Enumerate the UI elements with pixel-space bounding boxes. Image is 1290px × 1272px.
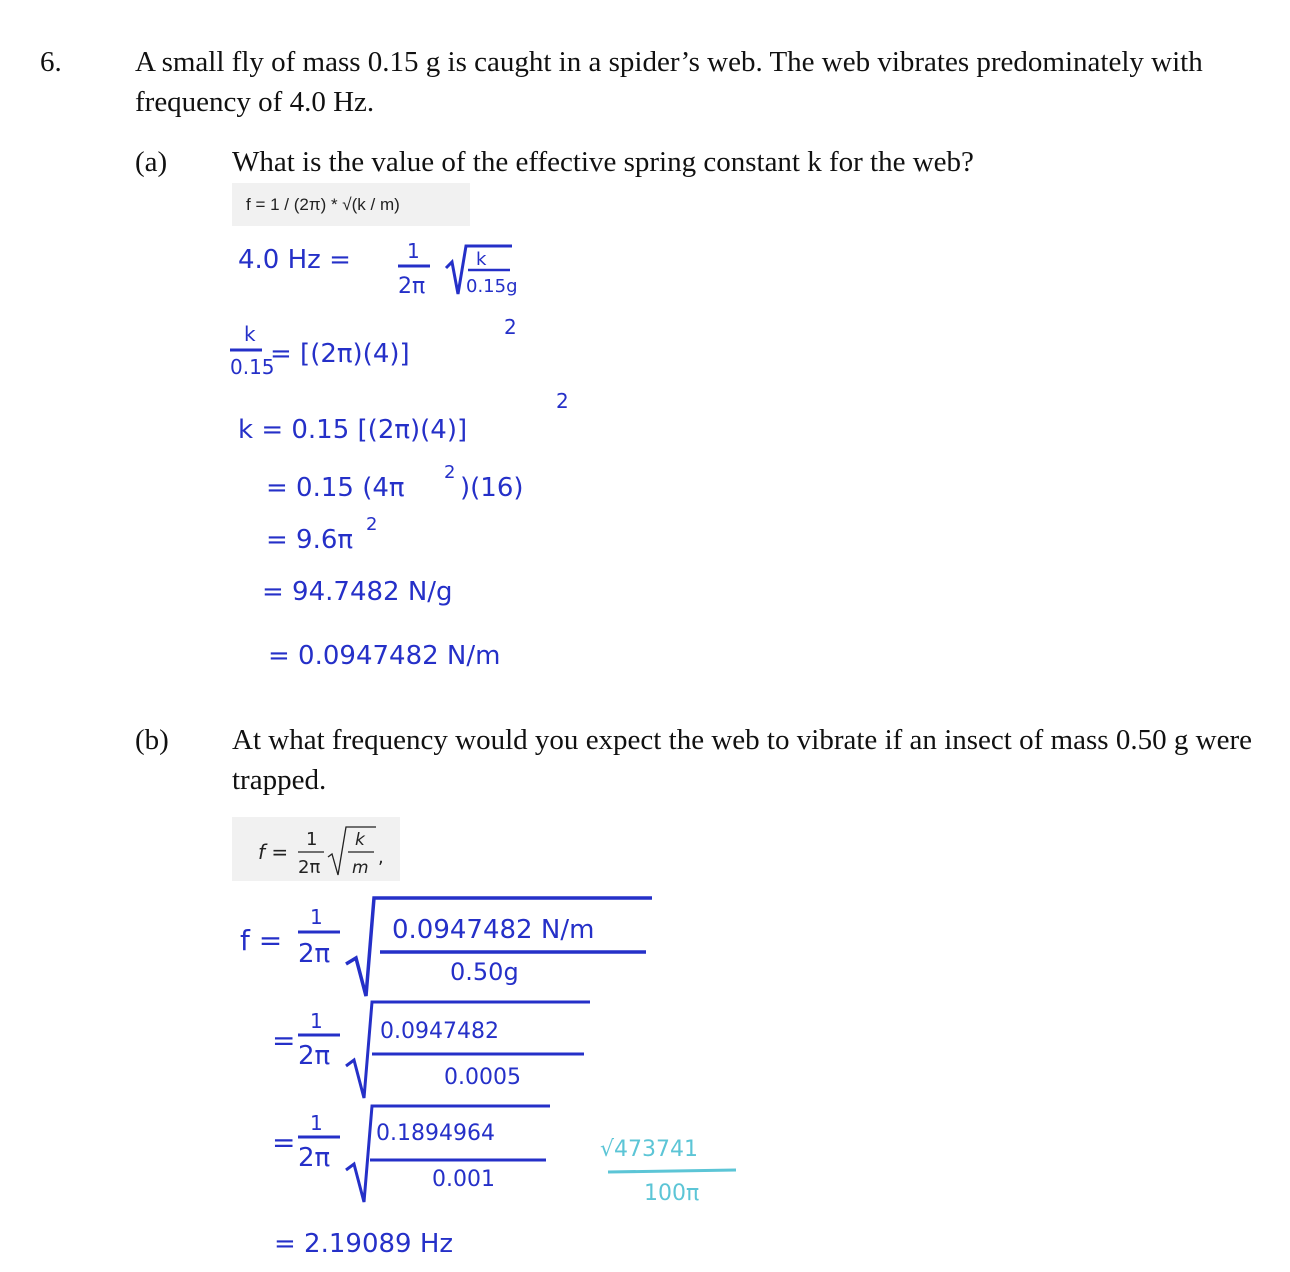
work-a-line7: = 0.0947482 N/m [268,641,501,671]
formula-b-lhs: f = [258,840,289,864]
formula-b-num: 1 [306,829,318,850]
work-a-line4-tail: )(16) [460,473,524,503]
part-b-label: (b) [135,724,169,756]
work-a-line1-rad-num: k [476,249,487,270]
formula-b-rad-den: m [352,858,369,878]
work-b-s2-num: 1 [310,1009,323,1033]
work-b-s1-num: 1 [310,905,323,929]
work-b-s3-rad-den: 0.001 [432,1167,495,1192]
work-a-line1-num: 1 [407,239,420,263]
work-a-line2-num: k [244,322,256,346]
work-a-line2-den: 0.15 [230,355,275,379]
work-a-line1-den: 2π [398,274,426,299]
work-b-s1-rad-num: 0.0947482 N/m [392,915,595,945]
work-b-s3-lhs: = [272,1126,296,1159]
work-b-s2-rad-num: 0.0947482 [380,1019,499,1044]
work-b-s3-rad-num: 0.1894964 [376,1121,495,1146]
work-b-canvas [0,880,1290,1272]
part-a-label: (a) [135,146,168,178]
part-b-formula-svg [232,817,400,881]
work-a-line6: = 94.7482 N/g [262,577,453,607]
work-a-line3-exp: 2 [556,389,569,413]
work-b-s2-lhs: = [272,1024,296,1057]
side-note-den: 100π [644,1181,700,1206]
work-a-line5: = 9.6π [266,525,354,555]
part-b-text: At what frequency would you expect the web to vibrate if an insect of mass 0.50 g were trapped. [232,724,1252,796]
work-b-s1-rad-den: 0.50g [450,958,519,986]
work-a-line1-lhs: 4.0 Hz = [238,245,351,275]
work-a-line4-exp: 2 [444,462,456,483]
work-a-line2-rhs: = [(2π)(4)] [270,339,410,369]
work-b-s1-den: 2π [298,939,331,969]
side-note-num: √473741 [600,1137,699,1162]
work-a-line3: k = 0.15 [(2π)(4)] [238,415,468,445]
work-b-s2-rad-den: 0.0005 [444,1065,521,1090]
work-a-line2-exp: 2 [504,315,517,339]
work-b-s3-num: 1 [310,1111,323,1135]
work-b-result: = 2.19089 Hz [274,1229,454,1259]
question-number: 6. [40,46,62,78]
part-a-formula: f = 1 / (2π) * √(k / m) [232,183,470,226]
work-b-s1-lhs: f = [240,924,283,957]
work-a-line4: = 0.15 (4π [266,473,405,503]
work-a-line1-rad-den: 0.15g [466,276,518,297]
work-a-line5-exp: 2 [366,514,378,535]
part-a-text: What is the value of the effective spring constant k for the web? [232,146,974,178]
formula-b-rad-num: k [355,830,365,850]
part-b-formula [232,817,400,881]
formula-b-den: 2π [298,857,321,878]
work-b-s3-den: 2π [298,1143,331,1173]
question-stem: A small fly of mass 0.15 g is caught in a spider’s web. The web vibrates predominately with frequency of 4.0 Hz. [135,46,1203,118]
work-b-s2-den: 2π [298,1041,331,1071]
formula-b-tail: , [378,847,384,868]
